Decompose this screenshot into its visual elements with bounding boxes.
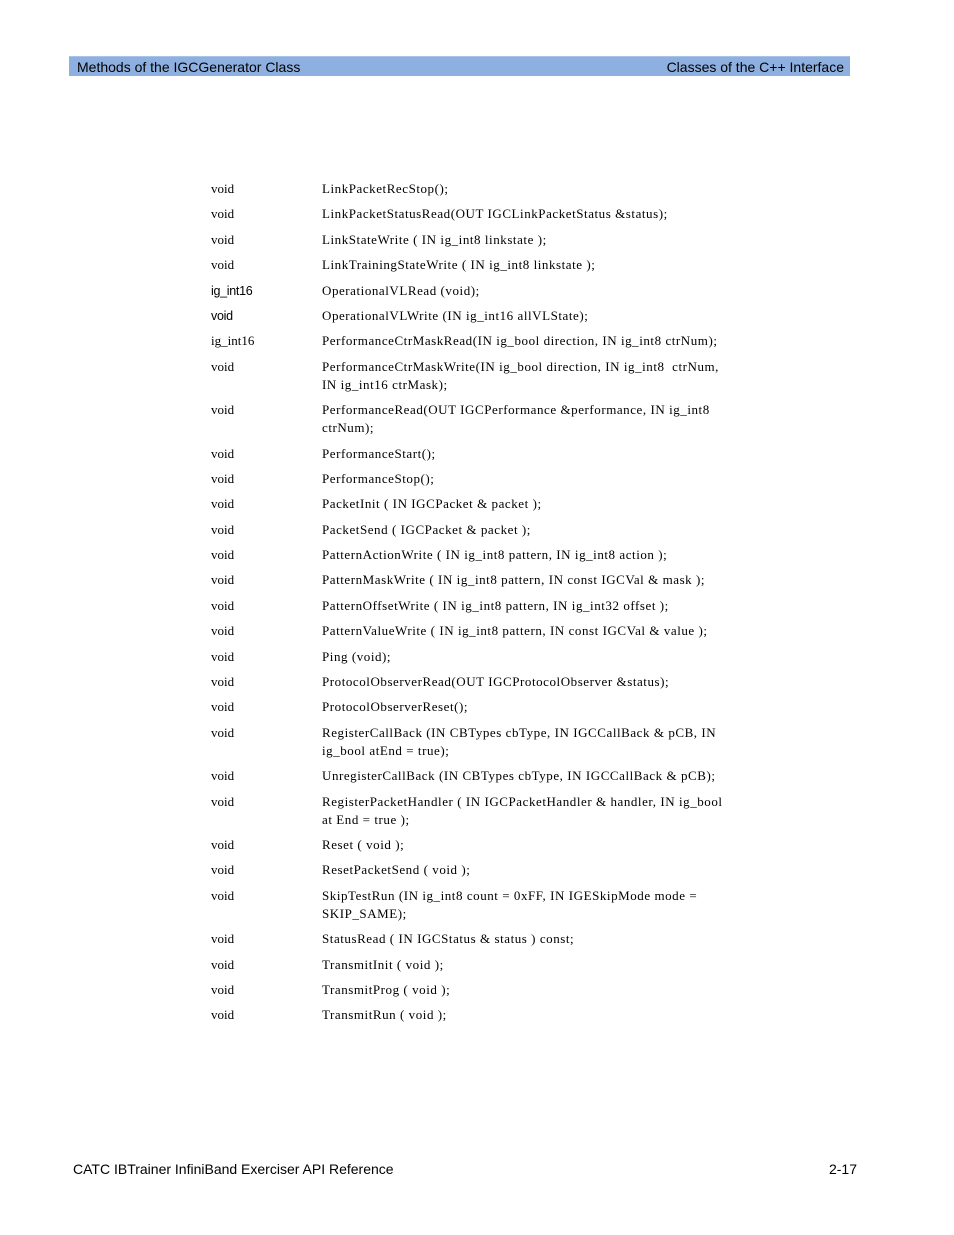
method-row bbox=[211, 546, 831, 564]
method-row bbox=[211, 571, 831, 589]
method-signature: TransmitRun ( void ); bbox=[322, 1007, 447, 1023]
method-signature: Ping (void); bbox=[322, 648, 392, 664]
method-signature: LinkTrainingStateWrite ( IN ig_int8 linkstate ); bbox=[322, 257, 596, 273]
method-signature: ProtocolObserverRead(OUT IGCProtocolObserver &status); bbox=[322, 674, 670, 690]
return-type: void bbox=[211, 547, 235, 563]
return-type: void bbox=[211, 981, 235, 997]
method-signature: OperationalVLRead (void); bbox=[322, 282, 480, 298]
method-signature: TransmitInit ( void ); bbox=[322, 956, 444, 972]
method-row bbox=[211, 767, 831, 785]
return-type: void bbox=[211, 887, 235, 903]
method-row bbox=[211, 401, 831, 437]
return-type: void bbox=[211, 699, 235, 715]
return-type: void bbox=[211, 257, 235, 273]
return-type: void bbox=[211, 470, 235, 486]
method-row bbox=[211, 698, 831, 716]
return-type: void bbox=[211, 674, 235, 690]
method-signature: TransmitProg ( void ); bbox=[322, 981, 451, 997]
method-row bbox=[211, 597, 831, 615]
method-row bbox=[211, 231, 831, 249]
return-type: void bbox=[211, 358, 235, 374]
return-type: void bbox=[211, 231, 235, 247]
return-type: void bbox=[211, 521, 235, 537]
method-row bbox=[211, 256, 831, 274]
method-signature: PerformanceStart(); bbox=[322, 445, 436, 461]
method-row bbox=[211, 836, 831, 854]
method-list bbox=[211, 180, 831, 1032]
method-signature: PacketInit ( IN IGCPacket & packet ); bbox=[322, 496, 542, 512]
method-signature: PatternOffsetWrite ( IN ig_int8 pattern, IN ig_int32 offset ); bbox=[322, 597, 669, 613]
method-row bbox=[211, 930, 831, 948]
return-type: void bbox=[211, 768, 235, 784]
method-row bbox=[211, 470, 831, 488]
method-signature: RegisterPacketHandler ( IN IGCPacketHandler & handler, IN ig_bool at End = true ); bbox=[322, 793, 723, 827]
method-row bbox=[211, 521, 831, 539]
return-type: void bbox=[211, 862, 235, 878]
method-row bbox=[211, 673, 831, 691]
footer-page-number: 2-17 bbox=[828, 1161, 857, 1177]
method-signature: LinkPacketStatusRead(OUT IGCLinkPacketStatus &status); bbox=[322, 206, 668, 222]
method-row bbox=[211, 332, 831, 350]
return-type: void bbox=[211, 572, 235, 588]
method-signature: OperationalVLWrite (IN ig_int16 allVLState); bbox=[322, 307, 589, 323]
method-row bbox=[211, 1006, 831, 1024]
footer-document-title: CATC IBTrainer InfiniBand Exerciser API Reference bbox=[73, 1161, 394, 1177]
method-signature: ResetPacketSend ( void ); bbox=[322, 862, 471, 878]
method-row bbox=[211, 724, 831, 760]
return-type: void bbox=[211, 956, 235, 972]
method-signature: Reset ( void ); bbox=[322, 836, 405, 852]
method-signature: PerformanceCtrMaskRead(IN ig_bool direction, IN ig_int8 ctrNum); bbox=[322, 333, 718, 349]
return-type: void bbox=[211, 206, 235, 222]
method-row bbox=[211, 648, 831, 666]
method-signature: UnregisterCallBack (IN CBTypes cbType, IN IGCCallBack & pCB); bbox=[322, 768, 716, 784]
return-type: void bbox=[211, 445, 235, 461]
method-row bbox=[211, 861, 831, 879]
return-type: void bbox=[211, 1007, 235, 1023]
method-row bbox=[211, 180, 831, 198]
method-row bbox=[211, 445, 831, 463]
method-signature: StatusRead ( IN IGCStatus & status ) const; bbox=[322, 931, 575, 947]
method-signature: PerformanceStop(); bbox=[322, 470, 435, 486]
method-row bbox=[211, 282, 831, 300]
return-type: void bbox=[211, 648, 235, 664]
method-signature: PacketSend ( IGCPacket & packet ); bbox=[322, 521, 531, 537]
page-header bbox=[69, 56, 850, 76]
method-signature: LinkPacketRecStop(); bbox=[322, 181, 449, 196]
method-row bbox=[211, 887, 831, 923]
return-type: void bbox=[211, 496, 235, 512]
return-type: void bbox=[211, 836, 235, 852]
return-type: void bbox=[211, 724, 235, 740]
method-signature: RegisterCallBack (IN CBTypes cbType, IN IGCCallBack & pCB, IN ig_bool atEnd = true); bbox=[322, 724, 717, 758]
return-type: void bbox=[211, 931, 235, 947]
method-signature: PatternActionWrite ( IN ig_int8 pattern, IN ig_int8 action ); bbox=[322, 547, 668, 563]
return-type: ig_int16 bbox=[211, 333, 255, 349]
method-signature: ProtocolObserverReset(); bbox=[322, 699, 469, 715]
method-signature: PatternValueWrite ( IN ig_int8 pattern, IN const IGCVal & value ); bbox=[322, 623, 708, 639]
method-row bbox=[211, 495, 831, 513]
method-row bbox=[211, 956, 831, 974]
method-row bbox=[211, 307, 831, 325]
method-signature: LinkStateWrite ( IN ig_int8 linkstate ); bbox=[322, 231, 547, 247]
method-row bbox=[211, 205, 831, 223]
chapter-title: Classes of the C++ Interface bbox=[666, 59, 844, 75]
return-type: void bbox=[211, 793, 235, 809]
section-title: Methods of the IGCGenerator Class bbox=[77, 59, 301, 75]
return-type: void bbox=[211, 181, 235, 196]
method-signature: PerformanceRead(OUT IGCPerformance &performance, IN ig_int8 ctrNum); bbox=[322, 402, 710, 436]
method-signature: SkipTestRun (IN ig_int8 count = 0xFF, IN IGESkipMode mode = SKIP_SAME); bbox=[322, 887, 698, 921]
method-signature: PatternMaskWrite ( IN ig_int8 pattern, IN const IGCVal & mask ); bbox=[322, 572, 706, 588]
return-type: void bbox=[211, 623, 235, 639]
return-type: ig_int16 bbox=[211, 283, 253, 298]
method-signature: PerformanceCtrMaskWrite(IN ig_bool direction, IN ig_int8 ctrNum, IN ig_int16 ctrMask); bbox=[322, 358, 719, 392]
return-type: void bbox=[211, 308, 233, 323]
return-type: void bbox=[211, 402, 235, 418]
return-type: void bbox=[211, 597, 235, 613]
method-row bbox=[211, 622, 831, 640]
method-row bbox=[211, 793, 831, 829]
method-row bbox=[211, 358, 831, 394]
method-row bbox=[211, 981, 831, 999]
